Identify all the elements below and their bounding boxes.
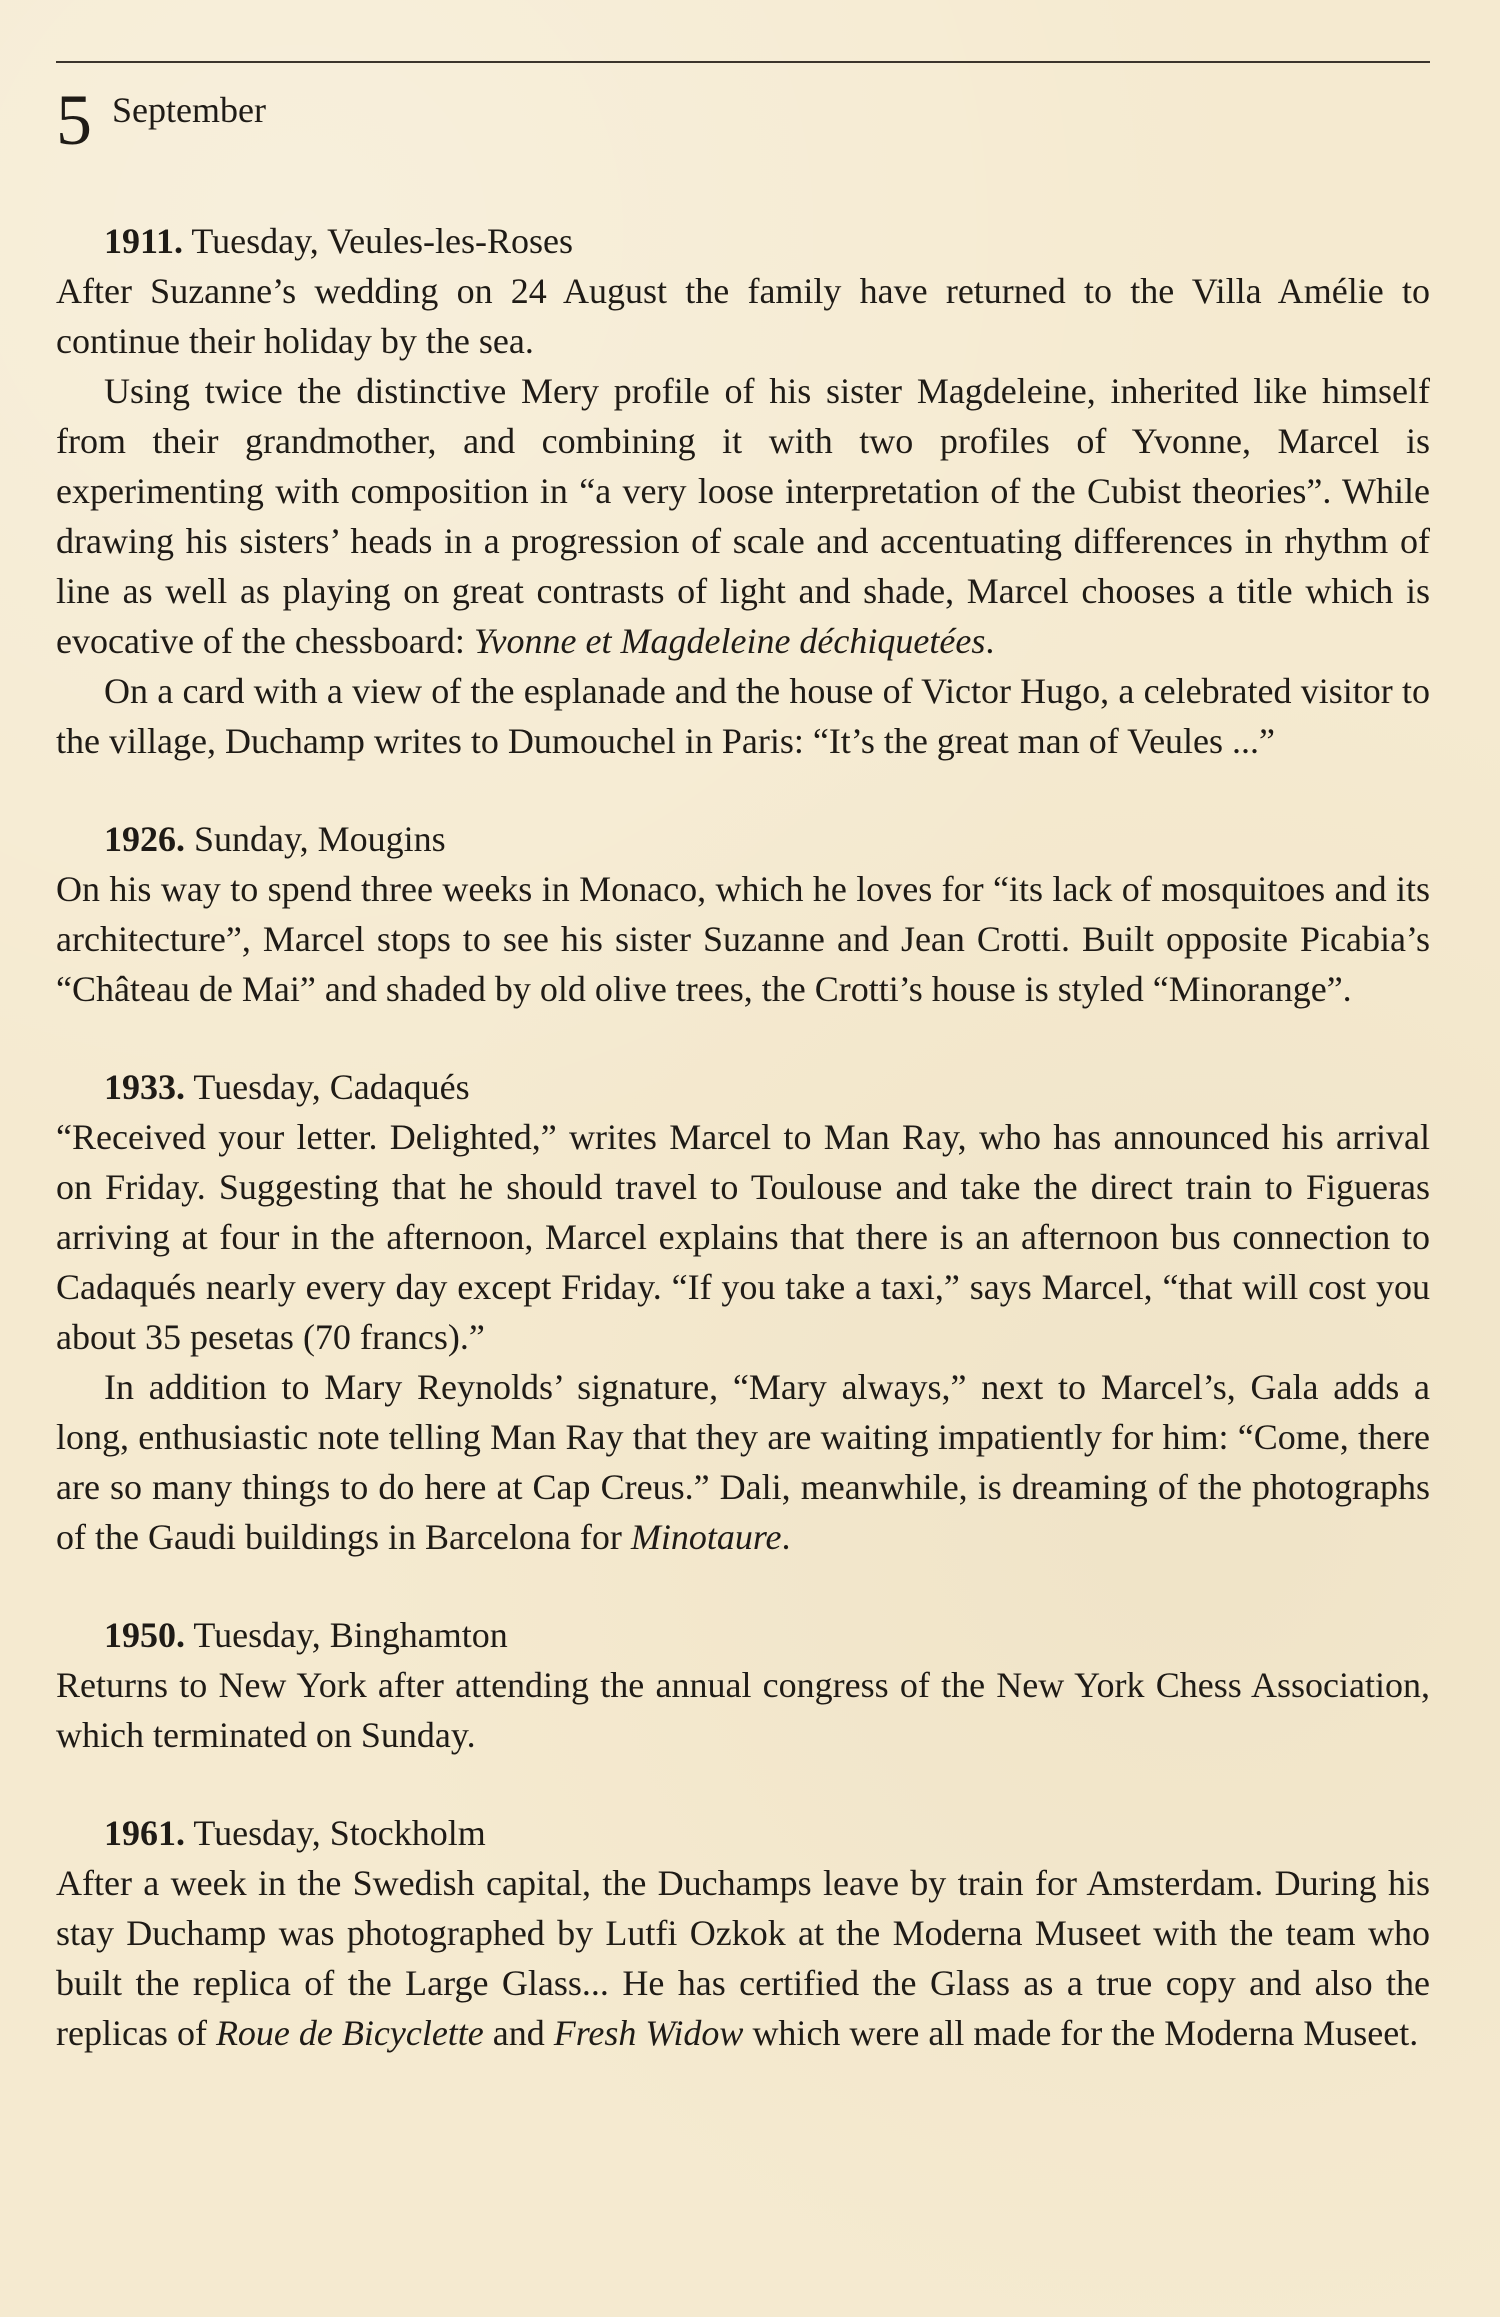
entry-place: Sunday, Mougins bbox=[194, 819, 446, 859]
entries-list bbox=[56, 216, 1430, 2106]
paragraph-text: which were all made for the Moderna Museet. bbox=[743, 2013, 1419, 2053]
entry-year: 1911. bbox=[104, 221, 184, 261]
entry-heading bbox=[56, 814, 1430, 864]
entry-place: Tuesday, Veules-les-Roses bbox=[191, 221, 574, 261]
entry-paragraph: After Suzanne’s wedding on 24 August the family have returned to the Villa Amélie to continue their holiday by the sea. bbox=[56, 271, 1430, 361]
entry-place: Tuesday, Binghamton bbox=[193, 1615, 508, 1655]
entry-heading bbox=[56, 1610, 1430, 1660]
entry-1926 bbox=[56, 814, 1430, 1014]
entry-heading bbox=[56, 216, 1430, 266]
entry-place: Tuesday, Cadaqués bbox=[193, 1067, 470, 1107]
paragraph-text: and bbox=[483, 2013, 554, 2053]
day-number: 5 bbox=[56, 80, 92, 160]
entry-year: 1933. bbox=[104, 1067, 185, 1107]
paragraph-text: . bbox=[985, 621, 995, 661]
publication-title: Minotaure bbox=[630, 1517, 782, 1557]
entry-year: 1926. bbox=[104, 819, 185, 859]
entry-paragraph: “Received your letter. Delighted,” writes Marcel to Man Ray, who has announced his arrival on Friday. Suggesting that he should travel to Toulouse and take the direct train to Figueras arriving at four in the afternoon, Marcel explains that there is an afternoon bus connection to Cadaqués nearly every day except Friday. “If you take a taxi,” says Marcel, “that will cost you about 35 pesetas (70 francs).” bbox=[56, 1117, 1430, 1357]
entry-1933 bbox=[56, 1062, 1430, 1562]
month-name: September bbox=[112, 90, 266, 130]
paragraph-text: In addition to Mary Reynolds’ signature, “Mary always,” next to Marcel’s, Gala adds a long, enthusiastic note telling Man Ray that they are waiting impatiently for him: “Come, there are so many things to do here at Cap Creus.” Dali, meanwhile, is dreaming of the photographs of the Gaudi buildings in Barcelona for bbox=[56, 1367, 1430, 1557]
entry-year: 1961. bbox=[104, 1813, 185, 1853]
artwork-title: Yvonne et Magdeleine déchiquetées bbox=[473, 621, 986, 661]
entry-heading bbox=[56, 1062, 1430, 1112]
entry-paragraph: On his way to spend three weeks in Monaco, which he loves for “its lack of mosquitoes and its architecture”, Marcel stops to see his sister Suzanne and Jean Crotti. Built opposite Picabia’s “Château de Mai” and shaded by old olive trees, the Crotti’s house is styled “Minorange”. bbox=[56, 869, 1430, 1009]
paragraph-text: . bbox=[781, 1517, 791, 1557]
entry-year: 1950. bbox=[104, 1615, 185, 1655]
entry-place: Tuesday, Stockholm bbox=[193, 1813, 486, 1853]
top-rule bbox=[56, 61, 1430, 63]
entry-paragraph: Returns to New York after attending the annual congress of the New York Chess Association, which terminated on Sunday. bbox=[56, 1665, 1430, 1755]
entry-paragraph bbox=[56, 1858, 1430, 2058]
entry-paragraph: On a card with a view of the esplanade and the house of Victor Hugo, a celebrated visitor to the village, Duchamp writes to Dumouchel in Paris: “It’s the great man of Veules ...” bbox=[56, 671, 1430, 761]
entry-paragraph bbox=[56, 1362, 1430, 1562]
entry-paragraph bbox=[56, 366, 1430, 666]
entry-heading bbox=[56, 1808, 1430, 1858]
paragraph-text: Using twice the distinctive Mery profile of his sister Magdeleine, inherited like himself from their grandmother, and combining it with two profiles of Yvonne, Marcel is experimenting with composition in “a very loose interpretation of the Cubist theories”. While drawing his sisters’ heads in a progression of scale and accentuating differences in rhythm of line as well as playing on great contrasts of light and shade, Marcel chooses a title which is evocative of the chessboard: bbox=[56, 371, 1430, 661]
entry-1961 bbox=[56, 1808, 1430, 2058]
entry-1950 bbox=[56, 1610, 1430, 1760]
entry-1911 bbox=[56, 216, 1430, 766]
artwork-title: Roue de Bicyclette bbox=[215, 2013, 484, 2053]
paragraph-text: After a week in the Swedish capital, the Duchamps leave by train for Amsterdam. During his stay Duchamp was photographed by Lutfi Ozkok at the Moderna Museet with the team who built the replica of the Large Glass... He has certified the Glass as a true copy and also the replicas of bbox=[56, 1863, 1430, 2053]
artwork-title: Fresh Widow bbox=[553, 2013, 744, 2053]
date-header bbox=[56, 80, 266, 160]
